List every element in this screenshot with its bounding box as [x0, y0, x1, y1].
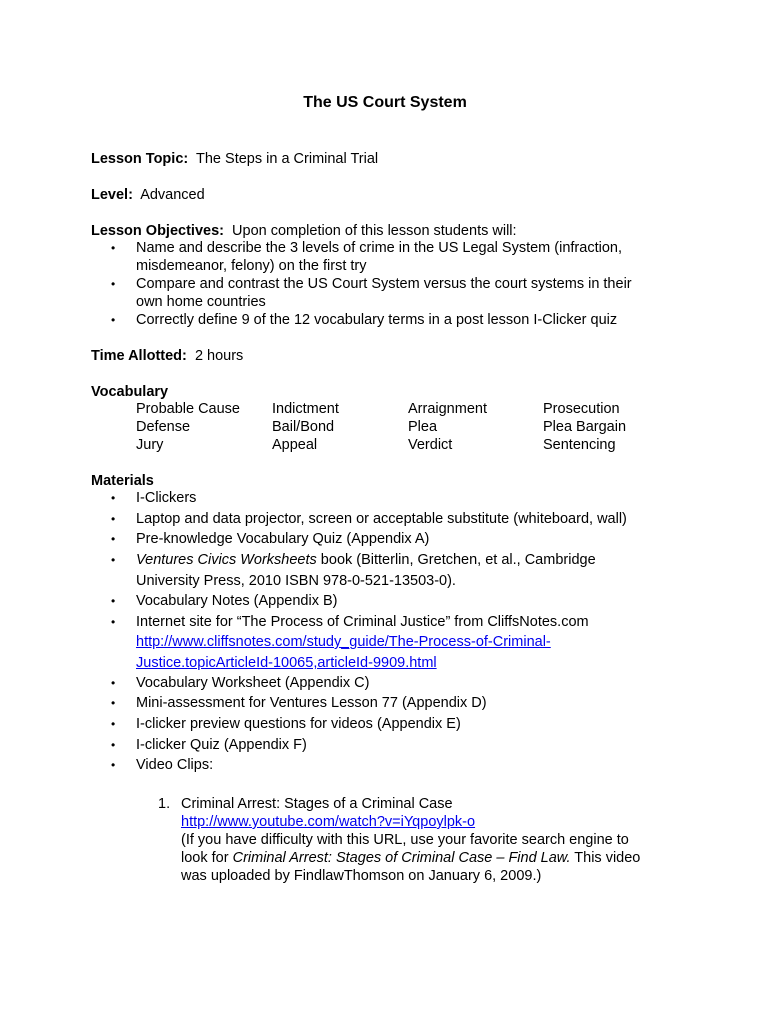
cliffsnotes-link-line2[interactable] — [136, 654, 437, 672]
time-allotted-value: 2 hours — [194, 348, 244, 364]
video-note-pre: look for — [181, 850, 233, 866]
vocabulary-heading: Vocabulary — [91, 384, 169, 400]
ventures-title: Ventures Civics Worksheets — [136, 552, 317, 568]
video-note-cont — [181, 849, 640, 867]
youtube-link-line[interactable] — [181, 813, 475, 831]
materials-heading: Materials — [91, 473, 154, 489]
material-item: Laptop and data projector, screen or acceptable substitute (whiteboard, wall) — [136, 511, 627, 527]
vocab-term: Prosecution — [543, 401, 620, 417]
bullet-icon: • — [111, 512, 116, 526]
vocab-term: Probable Cause — [136, 401, 240, 417]
cliffsnotes-link-line1[interactable] — [136, 633, 551, 651]
video-note-post: This video — [570, 850, 641, 866]
material-item: Internet site for “The Process of Criminal Justice” from CliffsNotes.com — [136, 614, 589, 630]
document-title: The US Court System — [303, 94, 467, 111]
material-item: Video Clips: — [136, 757, 214, 773]
material-item: Pre-knowledge Vocabulary Quiz (Appendix A) — [136, 531, 430, 547]
material-item: I-clicker Quiz (Appendix F) — [136, 737, 307, 753]
cliffsnotes-link-cont[interactable]: Justice.topicArticleId-10065,articleId-9909.html — [136, 655, 437, 671]
cliffsnotes-link[interactable]: http://www.cliffsnotes.com/study_guide/The-Process-of-Criminal- — [136, 634, 551, 650]
vocab-term: Arraignment — [408, 401, 487, 417]
material-item: I-clicker preview questions for videos (Appendix E) — [136, 716, 461, 732]
time-allotted-label: Time Allotted: — [91, 348, 187, 364]
lesson-topic — [91, 150, 378, 168]
vocab-term: Plea — [408, 419, 438, 435]
objective-item-cont: misdemeanor, felony) on the first try — [136, 258, 367, 274]
material-item: Mini-assessment for Ventures Lesson 77 (Appendix D) — [136, 695, 487, 711]
material-item: Vocabulary Worksheet (Appendix C) — [136, 675, 370, 691]
bullet-icon: • — [111, 676, 116, 690]
bullet-icon: • — [111, 313, 116, 327]
vocab-term: Indictment — [272, 401, 339, 417]
video-note-end: was uploaded by FindlawThomson on January 6, 2009.) — [181, 868, 542, 884]
objective-item-cont: own home countries — [136, 294, 266, 310]
bullet-icon: • — [111, 615, 116, 629]
lesson-objectives — [91, 222, 517, 240]
material-item — [136, 551, 596, 569]
vocab-term: Sentencing — [543, 437, 616, 453]
youtube-link[interactable]: http://www.youtube.com/watch?v=iYqpoylpk-o — [181, 814, 476, 830]
lesson-topic-label: Lesson Topic: — [91, 151, 189, 167]
vocab-term: Appeal — [272, 437, 318, 453]
objective-item: Correctly define 9 of the 12 vocabulary terms in a post lesson I-Clicker quiz — [136, 312, 618, 328]
bullet-icon: • — [111, 277, 116, 291]
material-item: Vocabulary Notes (Appendix B) — [136, 593, 338, 609]
ventures-details: book (Bitterlin, Gretchen, et al., Cambridge — [316, 552, 596, 568]
bullet-icon: • — [111, 532, 116, 546]
bullet-icon: • — [111, 696, 116, 710]
level — [91, 186, 205, 204]
level-label: Level: — [91, 187, 133, 203]
vocab-term: Defense — [136, 419, 191, 435]
video-title: Criminal Arrest: Stages of a Criminal Case — [181, 796, 453, 812]
bullet-icon: • — [111, 553, 116, 567]
list-number: 1. — [158, 796, 171, 812]
bullet-icon: • — [111, 241, 116, 255]
material-item: I-Clickers — [136, 490, 197, 506]
objective-item: Name and describe the 3 levels of crime in the US Legal System (infraction, — [136, 240, 622, 256]
vocab-term: Jury — [136, 437, 164, 453]
bullet-icon: • — [111, 758, 116, 772]
time-allotted — [91, 347, 243, 365]
objective-item: Compare and contrast the US Court System versus the court systems in their — [136, 276, 632, 292]
bullet-icon: • — [111, 738, 116, 752]
material-item-cont: University Press, 2010 ISBN 978-0-521-13503-0). — [136, 573, 456, 589]
vocab-term: Plea Bargain — [543, 419, 627, 435]
objectives-label: Lesson Objectives: — [91, 223, 224, 239]
video-note: (If you have difficulty with this URL, use your favorite search engine to — [181, 832, 629, 848]
vocab-term: Bail/Bond — [272, 419, 335, 435]
lesson-topic-value: The Steps in a Criminal Trial — [196, 151, 379, 167]
bullet-icon: • — [111, 717, 116, 731]
vocab-term: Verdict — [408, 437, 453, 453]
bullet-icon: • — [111, 491, 116, 505]
level-value: Advanced — [140, 187, 205, 203]
objectives-intro: Upon completion of this lesson students will: — [232, 223, 517, 239]
bullet-icon: • — [111, 594, 116, 608]
video-search-term: Criminal Arrest: Stages of Criminal Case – Find Law. — [232, 850, 571, 866]
